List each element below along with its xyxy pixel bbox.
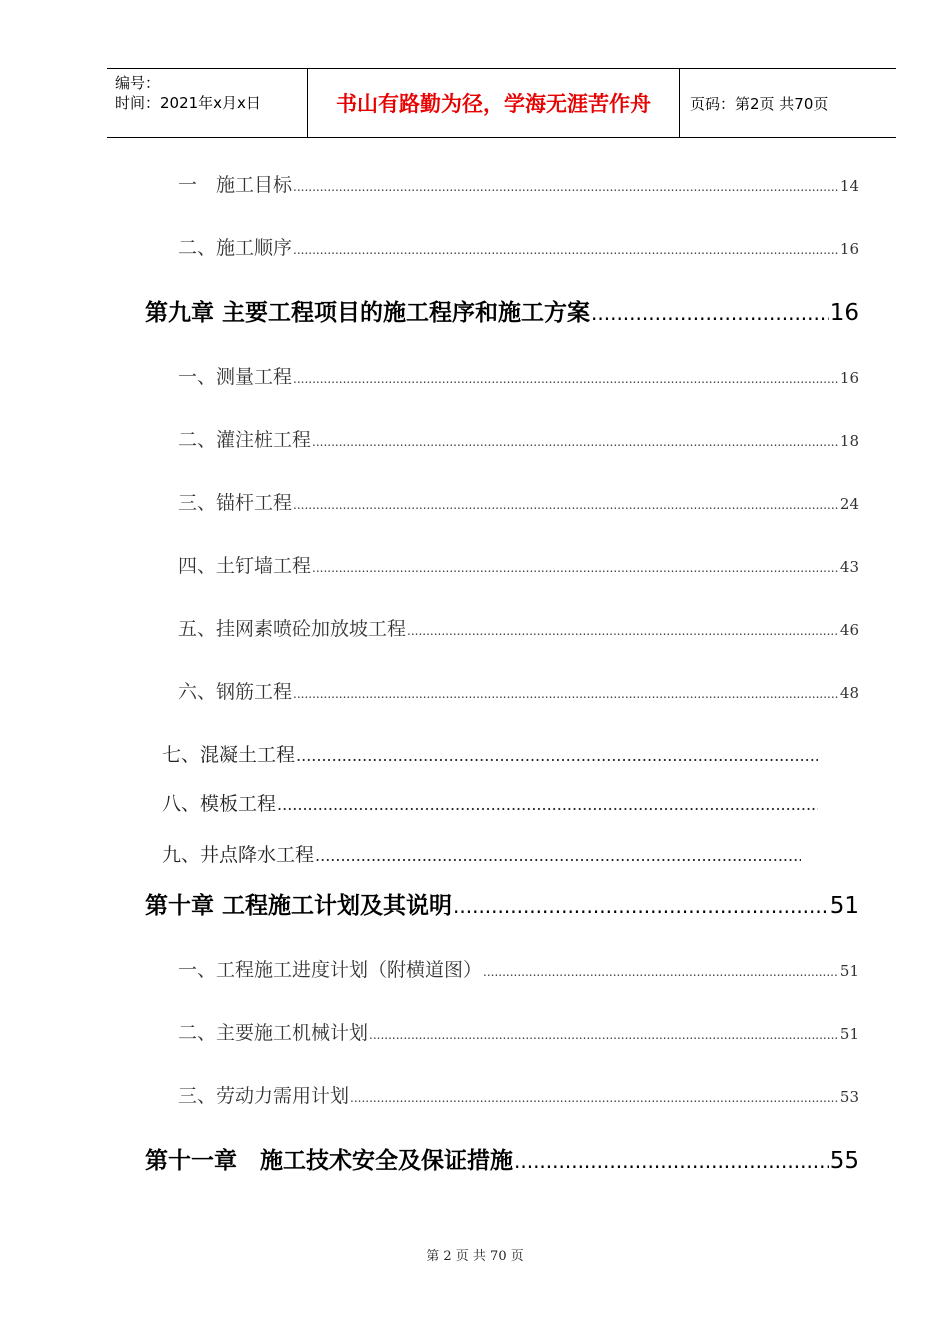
page-footer: 第 2 页 共 70 页: [426, 1249, 524, 1264]
toc-entry-page: 46: [839, 621, 859, 639]
toc-entry[interactable]: [178, 233, 859, 260]
toc-leader: [453, 894, 829, 918]
toc-entry[interactable]: [178, 1081, 859, 1108]
toc-entry-page: 43: [839, 558, 859, 576]
toc-chapter-label: 第九章 主要工程项目的施工程序和施工方案: [145, 300, 591, 326]
toc-entry-page: 51: [839, 1025, 859, 1043]
toc-chapter[interactable]: [145, 887, 859, 920]
toc-entry[interactable]: [162, 840, 802, 867]
toc-entry-page: 16: [839, 369, 859, 387]
toc-entry[interactable]: [178, 614, 859, 641]
toc-entry-label: 三、锚杆工程: [178, 492, 293, 514]
toc-entry-page: 18: [839, 432, 859, 450]
toc-leader: [293, 372, 839, 386]
toc-entry[interactable]: [178, 488, 859, 515]
toc-entry-label: 三、劳动力需用计划: [178, 1085, 350, 1107]
toc-entry-page: 14: [839, 177, 859, 195]
toc-entry-label: 一、测量工程: [178, 366, 293, 388]
toc-chapter-label: 第十一章 施工技术安全及保证措施: [145, 1148, 513, 1174]
toc-entry[interactable]: [178, 362, 859, 389]
toc-chapter-page: 16: [829, 300, 859, 326]
toc-leader: [591, 301, 829, 325]
toc-leader: [296, 746, 818, 765]
toc-leader: [369, 1028, 839, 1042]
toc-entry[interactable]: [178, 955, 859, 982]
header-motto: 书山有路勤为径，学海无涯苦作舟: [308, 69, 680, 137]
toc-leader: [312, 561, 839, 575]
toc-leader: [514, 1149, 829, 1173]
toc-chapter-label: 第十章 工程施工计划及其说明: [145, 893, 453, 919]
toc-leader: [315, 846, 801, 865]
toc-leader: [350, 1091, 839, 1105]
toc-entry-page: 51: [839, 962, 859, 980]
toc-leader: [293, 243, 839, 257]
toc-chapter[interactable]: [145, 1142, 859, 1175]
toc-entry-label: 二、主要施工机械计划: [178, 1022, 369, 1044]
toc-entry[interactable]: [178, 551, 859, 578]
toc-entry-label: 一 施工目标: [178, 174, 293, 196]
toc-entry[interactable]: [178, 1018, 859, 1045]
toc-entry[interactable]: [178, 677, 859, 704]
toc-entry[interactable]: [162, 740, 819, 767]
header-meta-cell: [107, 69, 308, 137]
toc-entry[interactable]: [178, 425, 859, 452]
header-page-info: 页码：第2页 共70页: [690, 94, 829, 113]
toc-entry-label: 一、工程施工进度计划（附横道图）: [178, 959, 483, 981]
toc-chapter-page: 51: [829, 893, 859, 919]
toc-leader: [483, 965, 839, 979]
toc-entry[interactable]: [162, 789, 819, 816]
toc-leader: [293, 498, 839, 512]
toc-chapter-page: 55: [829, 1148, 859, 1174]
toc-entry[interactable]: [178, 170, 859, 197]
toc-entry-label: 八、模板工程: [162, 793, 277, 815]
toc-leader: [293, 180, 839, 194]
header-table: [107, 68, 896, 138]
toc-entry-page: 24: [839, 495, 859, 513]
toc-entry-label: 七、混凝土工程: [162, 744, 296, 766]
toc-chapter[interactable]: [145, 294, 859, 327]
document-time-label: 时间：2021年x月x日: [115, 94, 261, 112]
toc-entry-page: 16: [839, 240, 859, 258]
toc-entry-label: 二、灌注桩工程: [178, 429, 312, 451]
toc-leader: [312, 435, 839, 449]
toc-entry-label: 九、井点降水工程: [162, 844, 315, 866]
toc-entry-page: 48: [839, 684, 859, 702]
document-number-label: 编号：: [115, 74, 161, 92]
toc-leader: [277, 795, 818, 814]
toc-entry-label: 五、挂网素喷砼加放坡工程: [178, 618, 407, 640]
toc-entry-label: 四、土钉墙工程: [178, 555, 312, 577]
toc-leader: [293, 687, 839, 701]
toc-leader: [407, 624, 839, 638]
toc-entry-label: 二、施工顺序: [178, 237, 293, 259]
toc-entry-page: 53: [839, 1088, 859, 1106]
toc-entry-label: 六、钢筋工程: [178, 681, 293, 703]
